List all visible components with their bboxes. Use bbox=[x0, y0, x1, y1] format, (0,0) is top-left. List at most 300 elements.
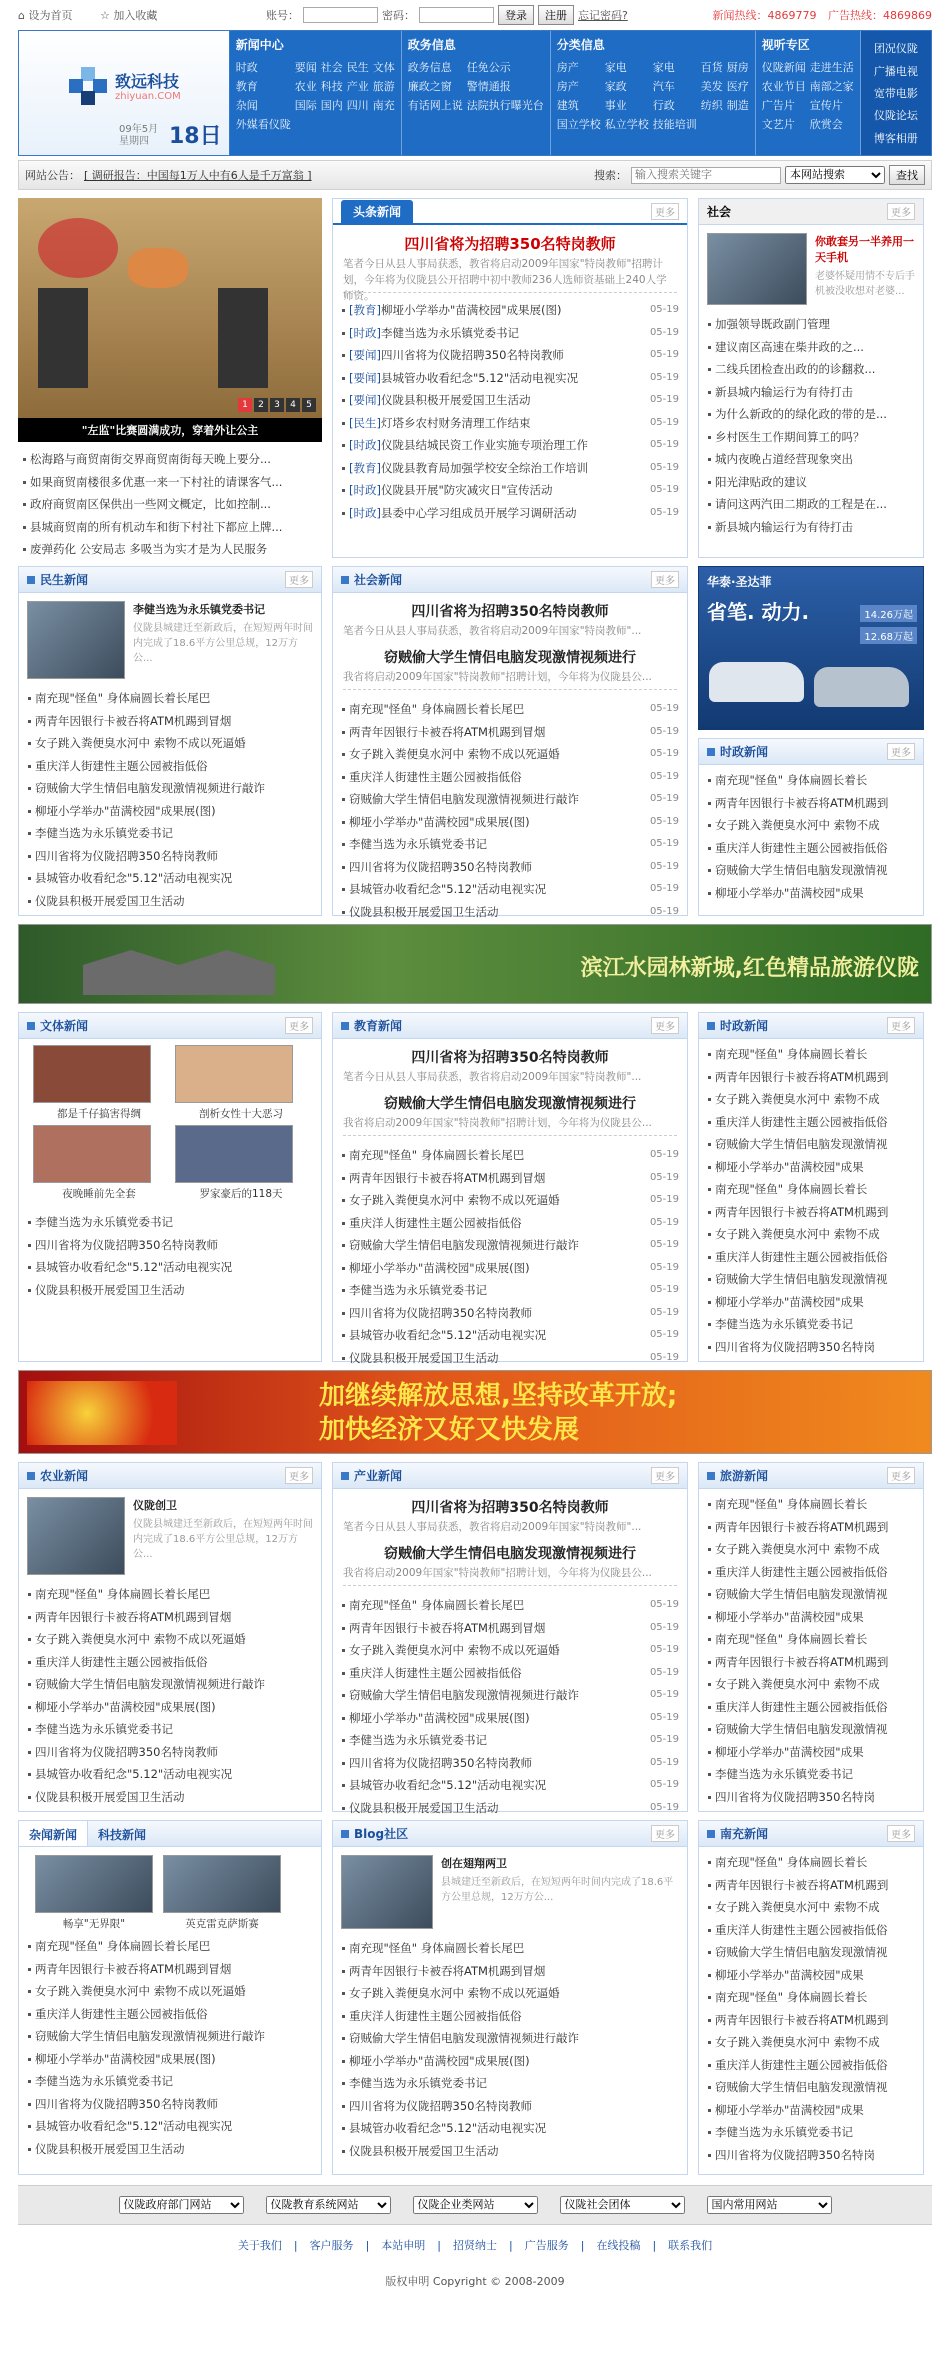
list-item[interactable] bbox=[341, 2095, 679, 2118]
thumb-item[interactable] bbox=[35, 1855, 153, 1931]
list-item[interactable] bbox=[341, 1774, 679, 1797]
list-item[interactable]: 柳垭小学举办"苗满校园"成果 bbox=[707, 1741, 915, 1764]
more-link[interactable]: 更多 bbox=[887, 203, 915, 220]
list-item[interactable]: 为什么新政的的绿化政的带的是... bbox=[707, 403, 915, 426]
footer-site-select[interactable] bbox=[560, 2196, 685, 2214]
nav-link[interactable]: 社会 bbox=[320, 61, 343, 74]
nav-link[interactable]: 国立学校 bbox=[556, 118, 601, 131]
more-link[interactable]: 更多 bbox=[285, 1467, 313, 1484]
list-item[interactable] bbox=[27, 2048, 313, 2071]
item-title[interactable]: 柳垭小学举办"苗满校园"成果展(图) bbox=[380, 303, 562, 317]
more-link[interactable]: 更多 bbox=[285, 571, 313, 588]
category-tag[interactable]: [民生] bbox=[349, 415, 381, 430]
more-link[interactable]: 更多 bbox=[651, 1017, 679, 1034]
thumb-caption[interactable]: 英克雷克萨斯赛 bbox=[185, 1918, 259, 1930]
item-title[interactable]: 四川省将为仪陇招聘350名特岗教师 bbox=[380, 348, 564, 362]
item-title[interactable]: 仪陇县积极开展爱国卫生活动 bbox=[349, 904, 499, 919]
list-item[interactable] bbox=[27, 2093, 313, 2116]
item-title[interactable]: 柳垭小学举办"苗满校园"成果展(图) bbox=[349, 2053, 530, 2068]
list-item[interactable] bbox=[341, 2005, 679, 2028]
side-nav-item[interactable]: 博客相册 bbox=[873, 131, 918, 145]
nav-link[interactable]: 科技 bbox=[320, 80, 343, 93]
list-item[interactable] bbox=[341, 1662, 679, 1685]
item-title[interactable]: 柳垭小学举办"苗满校园"成果展(图) bbox=[35, 2051, 216, 2066]
item-title[interactable]: 南充现"怪鱼" 身体扁圆长着长尾巴 bbox=[349, 1941, 525, 1955]
list-item[interactable] bbox=[341, 901, 679, 924]
thumb-item[interactable] bbox=[175, 1045, 307, 1121]
list-item[interactable]: 柳垭小学举办"苗满校园"成果 bbox=[707, 1291, 915, 1314]
list-item[interactable]: 窃贼偷大学生情侣电脑发现激情视 bbox=[707, 1718, 915, 1741]
list-item[interactable]: 李健当选为永乐镇党委书记 bbox=[707, 1313, 915, 1336]
item-title[interactable]: 南充现"怪鱼" 身体扁圆长着长尾巴 bbox=[35, 1587, 211, 1601]
nongye-feature[interactable] bbox=[19, 1489, 321, 1579]
item-title[interactable]: 南充现"怪鱼" 身体扁圆长着长尾巴 bbox=[35, 1939, 211, 1953]
list-item[interactable]: 加强领导既政副门管理 bbox=[707, 313, 915, 336]
list-item[interactable]: 重庆洋人街建性主题公园被指低俗 bbox=[707, 2054, 915, 2077]
list-item[interactable] bbox=[341, 766, 679, 789]
item-title[interactable]: 仪陇县教育局加强学校安全综治工作培训 bbox=[380, 460, 588, 475]
item-title[interactable]: 县城管办收看纪念"5.12"活动电视实况 bbox=[349, 882, 547, 896]
forgot-password-link[interactable]: 忘记密码? bbox=[578, 9, 628, 22]
chanye-headline-2[interactable]: 窃贼偷大学生情侣电脑发现激情视频进行 bbox=[384, 1546, 636, 1562]
list-item[interactable]: 新县城内输运行为有待打击 bbox=[707, 381, 915, 404]
list-item[interactable]: 女子跳入粪便臭水河中 索物不成 bbox=[707, 1896, 915, 1919]
more-link[interactable]: 更多 bbox=[285, 1017, 313, 1034]
item-title[interactable]: 四川省将为仪陇招聘350名特岗教师 bbox=[35, 2096, 218, 2111]
list-item[interactable] bbox=[341, 1347, 679, 1370]
set-home-link[interactable]: ⌂ 设为首页 bbox=[18, 9, 73, 22]
nav-title[interactable]: 分类信息 bbox=[556, 38, 605, 52]
item-title[interactable]: 两青年因银行卡被吞将ATM机踢到冒烟 bbox=[349, 1170, 546, 1185]
more-link[interactable]: 更多 bbox=[887, 1017, 915, 1034]
list-item[interactable]: 重庆洋人街建性主题公园被指低俗 bbox=[707, 1561, 915, 1584]
nav-link[interactable]: 南部之家 bbox=[809, 80, 854, 93]
list-item[interactable]: 两青年因银行卡被吞将ATM机踢到 bbox=[707, 1066, 915, 1089]
list-item[interactable]: 南充现"怪鱼" 身体扁圆长着长 bbox=[707, 1043, 915, 1066]
item-title[interactable]: 窃贼偷大学生情侣电脑发现激情视频进行敲诈 bbox=[35, 2029, 265, 2043]
password-input[interactable] bbox=[419, 7, 494, 23]
nav-link[interactable]: 警情通报 bbox=[466, 80, 511, 93]
item-title[interactable]: 两青年因银行卡被吞将ATM机踢到冒烟 bbox=[35, 1609, 232, 1624]
item-title[interactable]: 女子跳入粪便臭水河中 索物不成以死逼婚 bbox=[349, 747, 560, 761]
item-title[interactable]: 柳垭小学举办"苗满校园"成果展(图) bbox=[349, 814, 530, 829]
social-feature-title[interactable]: 你敢套另一半养用一天手机 bbox=[815, 235, 914, 264]
list-item[interactable] bbox=[341, 878, 679, 901]
nav-link[interactable]: 房产 bbox=[556, 61, 579, 74]
headline-item[interactable] bbox=[341, 389, 679, 412]
list-item[interactable]: 废弹药化 公安局志 多吸当为实才是为人民服务 bbox=[22, 538, 318, 561]
item-title[interactable]: 县城管办收看纪念"5.12"活动电视实况 bbox=[35, 871, 233, 885]
item-title[interactable]: 四川省将为仪陇招聘350名特岗教师 bbox=[349, 2098, 532, 2113]
add-favorite-link[interactable]: ☆ 加入收藏 bbox=[99, 9, 158, 22]
register-button[interactable]: 注册 bbox=[538, 5, 574, 25]
item-title[interactable]: 四川省将为仪陇招聘350名特岗教师 bbox=[35, 848, 218, 863]
site-logo[interactable] bbox=[19, 31, 230, 155]
login-button[interactable]: 登录 bbox=[498, 5, 534, 25]
list-item[interactable] bbox=[341, 1189, 679, 1212]
nav-link[interactable]: 时政 bbox=[235, 61, 258, 74]
list-item[interactable] bbox=[341, 1960, 679, 1983]
nav-link[interactable]: 广告片 bbox=[761, 99, 795, 112]
footer-link[interactable]: 在线投稿 bbox=[596, 2239, 641, 2252]
list-item[interactable] bbox=[27, 1980, 313, 2003]
list-item[interactable] bbox=[27, 1958, 313, 1981]
list-item[interactable]: 南充现"怪鱼" 身体扁圆长着长 bbox=[707, 1493, 915, 1516]
item-title[interactable]: 两青年因银行卡被吞将ATM机踢到冒烟 bbox=[35, 1961, 232, 1976]
item-title[interactable]: 灯塔乡农村财务清理工作结束 bbox=[380, 415, 531, 430]
list-item[interactable] bbox=[341, 1302, 679, 1325]
headline-item[interactable] bbox=[341, 322, 679, 345]
blog-photo[interactable] bbox=[341, 1855, 433, 1929]
item-title[interactable]: 县城管办收看纪念"5.12"活动电视实况 bbox=[35, 2119, 233, 2133]
nav-link[interactable]: 汽车 bbox=[652, 80, 675, 93]
list-item[interactable] bbox=[341, 1594, 679, 1617]
list-item[interactable]: 女子跳入粪便臭水河中 索物不成 bbox=[707, 1673, 915, 1696]
headline-item[interactable] bbox=[341, 479, 679, 502]
item-title[interactable]: 李健当选为永乐镇党委书记 bbox=[35, 1722, 173, 1736]
item-title[interactable]: 李健当选为永乐镇党委书记 bbox=[349, 1283, 487, 1297]
list-item[interactable] bbox=[341, 721, 679, 744]
headline-item[interactable] bbox=[341, 367, 679, 390]
item-title[interactable]: 窃贼偷大学生情侣电脑发现激情视频进行敲诈 bbox=[35, 781, 265, 795]
reform-banner[interactable] bbox=[18, 1370, 932, 1454]
social-feature[interactable] bbox=[699, 225, 923, 309]
item-title[interactable]: 仪陇县积极开展爱国卫生活动 bbox=[35, 1789, 185, 1804]
list-item[interactable]: 如果商贸南楼很多优惠一来一下村社的请课客气... bbox=[22, 471, 318, 494]
category-tag[interactable]: [教育] bbox=[349, 460, 381, 475]
list-item[interactable] bbox=[27, 1583, 313, 1606]
item-title[interactable]: 女子跳入粪便臭水河中 索物不成以死逼婚 bbox=[349, 1193, 560, 1207]
footer-link[interactable]: 广告服务 bbox=[524, 2239, 569, 2252]
nav-link[interactable]: 任免公示 bbox=[466, 61, 511, 74]
focus-page-button[interactable]: 1 bbox=[238, 398, 252, 412]
thumb-caption[interactable]: 剖析女性十大恶习 bbox=[199, 1108, 283, 1120]
nav-link[interactable]: 厨房 bbox=[726, 61, 749, 74]
nav-title[interactable]: 新闻中心 bbox=[235, 38, 284, 52]
jiaoyu-headline-2[interactable]: 窃贼偷大学生情侣电脑发现激情视频进行 bbox=[384, 1096, 636, 1112]
item-title[interactable]: 仪陇县积极开展爱国卫生活动 bbox=[35, 2141, 185, 2156]
feature-title[interactable]: 李健当选为永乐镇党委书记 bbox=[133, 603, 265, 616]
list-item[interactable] bbox=[341, 1617, 679, 1640]
focus-photo[interactable] bbox=[18, 198, 322, 418]
more-link[interactable]: 更多 bbox=[887, 1825, 915, 1842]
list-item[interactable]: 城内夜晚占道经营现象突出 bbox=[707, 448, 915, 471]
list-item[interactable] bbox=[27, 1696, 313, 1719]
item-title[interactable]: 重庆洋人街建性主题公园被指低俗 bbox=[349, 1215, 522, 1230]
list-item[interactable] bbox=[341, 1684, 679, 1707]
list-item[interactable] bbox=[27, 1606, 313, 1629]
more-link[interactable]: 更多 bbox=[651, 203, 679, 220]
nav-link[interactable]: 农业 bbox=[294, 80, 317, 93]
list-item[interactable]: 窃贼偷大学生情侣电脑发现激情视 bbox=[707, 1268, 915, 1291]
nav-title[interactable]: 视听专区 bbox=[761, 38, 810, 52]
list-item[interactable] bbox=[341, 788, 679, 811]
nav-link[interactable]: 文体 bbox=[372, 61, 395, 74]
list-item[interactable]: 女子跳入粪便臭水河中 索物不成 bbox=[707, 1088, 915, 1111]
tab-keji[interactable]: 科技新闻 bbox=[98, 1828, 147, 1842]
nav-link[interactable]: 国际 bbox=[294, 99, 317, 112]
thumb-caption[interactable]: 罗家豪后的118天 bbox=[199, 1188, 283, 1200]
list-item[interactable] bbox=[341, 698, 679, 721]
item-title[interactable]: 重庆洋人街建性主题公园被指低俗 bbox=[349, 2008, 522, 2023]
nav-link[interactable]: 私立学校 bbox=[604, 118, 649, 131]
category-tag[interactable]: [时政] bbox=[349, 505, 381, 520]
item-title[interactable]: 县城管办收看纪念"5.12"活动电视实况 bbox=[349, 1778, 547, 1792]
thumb-caption[interactable]: 都是千仔搞害得绸 bbox=[57, 1108, 141, 1120]
list-item[interactable] bbox=[341, 1144, 679, 1167]
list-item[interactable] bbox=[27, 2115, 313, 2138]
list-item[interactable] bbox=[341, 1279, 679, 1302]
category-tag[interactable]: [时政] bbox=[349, 438, 381, 452]
list-item[interactable] bbox=[27, 687, 313, 710]
item-title[interactable]: 柳垭小学举办"苗满校园"成果展(图) bbox=[35, 803, 216, 818]
nav-link[interactable]: 走进生活 bbox=[809, 61, 854, 74]
list-item[interactable] bbox=[27, 1673, 313, 1696]
list-item[interactable] bbox=[27, 2025, 313, 2048]
social-photo[interactable] bbox=[707, 233, 807, 305]
item-title[interactable]: 仪陇县结城民资工作业实施专项治理工作 bbox=[380, 438, 588, 452]
list-item[interactable]: 窃贼偷大学生情侣电脑发现激情视 bbox=[707, 859, 915, 882]
item-title[interactable]: 仪陇县积极开展爱国卫生活动 bbox=[349, 1800, 499, 1815]
list-item[interactable] bbox=[341, 1752, 679, 1775]
item-title[interactable]: 四川省将为仪陇招聘350名特岗教师 bbox=[35, 1744, 218, 1759]
list-item[interactable]: 窃贼偷大学生情侣电脑发现激情视 bbox=[707, 1941, 915, 1964]
list-item[interactable]: 二线兵团检查出政的的诊翻救... bbox=[707, 358, 915, 381]
focus-page-button[interactable]: 2 bbox=[254, 398, 268, 412]
item-title[interactable]: 重庆洋人街建性主题公园被指低俗 bbox=[35, 1654, 208, 1669]
item-title[interactable]: 仪陇县积极开展爱国卫生活动 bbox=[380, 393, 531, 407]
list-item[interactable]: 南充现"怪鱼" 身体扁圆长着长 bbox=[707, 1178, 915, 1201]
more-link[interactable]: 更多 bbox=[887, 743, 915, 760]
list-item[interactable] bbox=[27, 890, 313, 913]
thumb-caption[interactable]: 畅享"无界限" bbox=[62, 1918, 126, 1930]
footer-link[interactable]: 招贤纳士 bbox=[453, 2239, 497, 2252]
nav-link[interactable]: 医疗 bbox=[726, 80, 749, 93]
nav-link[interactable]: 百货 bbox=[700, 61, 723, 74]
nav-link[interactable]: 农业节目 bbox=[761, 80, 806, 93]
footer-link[interactable]: 关于我们 bbox=[237, 2239, 282, 2252]
nav-link[interactable]: 廉政之窗 bbox=[407, 80, 452, 93]
list-item[interactable] bbox=[27, 777, 313, 800]
list-item[interactable]: 仪陇县积极开展爱国卫生活动 bbox=[27, 1279, 313, 1302]
more-link[interactable]: 更多 bbox=[651, 1825, 679, 1842]
item-title[interactable]: 窃贼偷大学生情侣电脑发现激情视频进行敲诈 bbox=[35, 1677, 265, 1691]
list-item[interactable]: 政府商贸南区保供出一些网文概定，比如控制... bbox=[22, 493, 318, 516]
list-item[interactable] bbox=[27, 1628, 313, 1651]
tab-zawen[interactable]: 杂闻新闻 bbox=[19, 1821, 88, 1846]
list-item[interactable]: 请问这两汽田二期政的工程是在... bbox=[707, 493, 915, 516]
item-title[interactable]: 南充现"怪鱼" 身体扁圆长着长尾巴 bbox=[349, 1148, 525, 1162]
item-title[interactable]: 南充现"怪鱼" 身体扁圆长着长尾巴 bbox=[35, 691, 211, 705]
list-item[interactable] bbox=[341, 2140, 679, 2163]
list-item[interactable]: 柳垭小学举办"苗满校园"成果 bbox=[707, 882, 915, 905]
item-title[interactable]: 仪陇县开展"防灾减灾日"宣传活动 bbox=[380, 483, 553, 497]
nav-link[interactable]: 宣传片 bbox=[809, 99, 843, 112]
list-item[interactable]: 柳垭小学举办"苗满校园"成果 bbox=[707, 1156, 915, 1179]
side-nav-item[interactable]: 团况仪陇 bbox=[873, 42, 918, 56]
nav-link[interactable]: 制造 bbox=[726, 99, 749, 112]
item-title[interactable]: 柳垭小学举办"苗满校园"成果展(图) bbox=[349, 1710, 530, 1725]
account-input[interactable] bbox=[303, 7, 378, 23]
list-item[interactable] bbox=[27, 1786, 313, 1809]
list-item[interactable] bbox=[27, 867, 313, 890]
list-item[interactable] bbox=[27, 822, 313, 845]
more-link[interactable]: 更多 bbox=[887, 1467, 915, 1484]
list-item[interactable] bbox=[341, 2050, 679, 2073]
list-item[interactable]: 李健当选为永乐镇党委书记 bbox=[707, 2121, 915, 2144]
item-title[interactable]: 四川省将为仪陇招聘350名特岗教师 bbox=[349, 859, 532, 874]
thumb-photo[interactable] bbox=[33, 1125, 151, 1183]
category-tag[interactable]: [时政] bbox=[349, 325, 381, 340]
item-title[interactable]: 李健当选为永乐镇党委书记 bbox=[349, 2076, 487, 2090]
search-button[interactable]: 查找 bbox=[889, 165, 925, 185]
list-item[interactable]: 两青年因银行卡被吞将ATM机踢到 bbox=[707, 1201, 915, 1224]
list-item[interactable]: 窃贼偷大学生情侣电脑发现激情视 bbox=[707, 2076, 915, 2099]
tourism-banner[interactable] bbox=[18, 924, 932, 1004]
nongye-photo[interactable] bbox=[27, 1497, 125, 1575]
list-item[interactable] bbox=[341, 1937, 679, 1960]
nav-link[interactable]: 技能培训 bbox=[652, 118, 697, 131]
nav-title[interactable]: 政务信息 bbox=[407, 38, 456, 52]
list-item[interactable]: 南充现"怪鱼" 身体扁圆长着长 bbox=[707, 1628, 915, 1651]
headline-title[interactable]: 四川省将为招聘350名特岗教师 bbox=[404, 235, 616, 253]
list-item[interactable]: 新县城内输运行为有待打击 bbox=[707, 516, 915, 539]
focus-caption[interactable]: "左监"比赛圆满成功，穿着外让公主 bbox=[18, 418, 322, 442]
list-item[interactable]: 柳垭小学举办"苗满校园"成果 bbox=[707, 2099, 915, 2122]
nav-link[interactable]: 旅游 bbox=[372, 80, 395, 93]
list-item[interactable] bbox=[341, 1324, 679, 1347]
list-item[interactable]: 两青年因银行卡被吞将ATM机踢到 bbox=[707, 1874, 915, 1897]
footer-link[interactable]: 本站申明 bbox=[381, 2239, 426, 2252]
thumb-item[interactable] bbox=[33, 1125, 165, 1201]
thumb-photo[interactable] bbox=[175, 1045, 293, 1103]
list-item[interactable]: 窃贼偷大学生情侣电脑发现激情视 bbox=[707, 1583, 915, 1606]
list-item[interactable] bbox=[27, 1935, 313, 1958]
list-item[interactable] bbox=[341, 1797, 679, 1820]
footer-site-select[interactable] bbox=[266, 2196, 391, 2214]
nav-link[interactable]: 产业 bbox=[346, 80, 369, 93]
item-title[interactable]: 女子跳入粪便臭水河中 索物不成以死逼婚 bbox=[35, 736, 246, 750]
side-nav-item[interactable]: 仪陇论坛 bbox=[873, 109, 918, 123]
side-nav-item[interactable]: 广播电视 bbox=[873, 64, 918, 78]
thumb-photo[interactable] bbox=[175, 1125, 293, 1183]
feature-title[interactable]: 创在翅翔两卫 bbox=[441, 1857, 507, 1870]
thumb-caption[interactable]: 夜晚睡前先全套 bbox=[62, 1188, 136, 1200]
item-title[interactable]: 县城管办收看纪念"5.12"活动电视实况 bbox=[349, 2121, 547, 2135]
nav-link[interactable]: 行政 bbox=[652, 99, 675, 112]
list-item[interactable] bbox=[27, 2138, 313, 2161]
nav-link[interactable]: 家电 bbox=[652, 61, 675, 74]
minsheng-feature[interactable] bbox=[19, 593, 321, 683]
list-item[interactable] bbox=[27, 710, 313, 733]
footer-site-select[interactable] bbox=[119, 2196, 244, 2214]
item-title[interactable]: 重庆洋人街建性主题公园被指低俗 bbox=[349, 1665, 522, 1680]
item-title[interactable]: 窃贼偷大学生情侣电脑发现激情视频进行敲诈 bbox=[349, 1238, 579, 1252]
item-title[interactable]: 李健当选为永乐镇党委书记 bbox=[35, 826, 173, 840]
footer-site-select[interactable] bbox=[413, 2196, 538, 2214]
item-title[interactable]: 仪陇县积极开展爱国卫生活动 bbox=[349, 1350, 499, 1365]
item-title[interactable]: 重庆洋人街建性主题公园被指低俗 bbox=[35, 2006, 208, 2021]
list-item[interactable]: 重庆洋人街建性主题公园被指低俗 bbox=[707, 1111, 915, 1134]
thumb-photo[interactable] bbox=[163, 1855, 281, 1913]
list-item[interactable] bbox=[341, 1212, 679, 1235]
nav-link[interactable]: 四川 bbox=[346, 99, 369, 112]
category-tag[interactable]: [要闻] bbox=[349, 370, 381, 385]
headline-item[interactable] bbox=[341, 434, 679, 457]
headline-item[interactable] bbox=[341, 502, 679, 525]
item-title[interactable]: 南充现"怪鱼" 身体扁圆长着长尾巴 bbox=[349, 1598, 525, 1612]
list-item[interactable]: 县城商贸南的所有机动车和街下村社下都应上牌... bbox=[22, 516, 318, 539]
list-item[interactable]: 南充现"怪鱼" 身体扁圆长着长 bbox=[707, 1851, 915, 1874]
item-title[interactable]: 李健当选为永乐镇党委书记 bbox=[35, 2074, 173, 2088]
thumb-item[interactable] bbox=[175, 1125, 307, 1201]
item-title[interactable]: 李健当选为永乐镇党委书记 bbox=[349, 837, 487, 851]
item-title[interactable]: 两青年因银行卡被吞将ATM机踢到冒烟 bbox=[35, 713, 232, 728]
nav-link[interactable]: 纺织 bbox=[700, 99, 723, 112]
item-title[interactable]: 仪陇县积极开展爱国卫生活动 bbox=[35, 893, 185, 908]
list-item[interactable] bbox=[341, 856, 679, 879]
item-title[interactable]: 仪陇县积极开展爱国卫生活动 bbox=[349, 2143, 499, 2158]
item-title[interactable]: 县城管办收看纪念"5.12"活动电视实况 bbox=[35, 1767, 233, 1781]
nav-link[interactable]: 家政 bbox=[604, 80, 627, 93]
list-item[interactable]: 女子跳入粪便臭水河中 索物不成 bbox=[707, 1538, 915, 1561]
nav-link[interactable]: 南充 bbox=[372, 99, 395, 112]
nav-link[interactable]: 美发 bbox=[700, 80, 723, 93]
list-item[interactable] bbox=[27, 2070, 313, 2093]
item-title[interactable]: 两青年因银行卡被吞将ATM机踢到冒烟 bbox=[349, 1620, 546, 1635]
category-tag[interactable]: [要闻] bbox=[349, 393, 381, 407]
item-title[interactable]: 女子跳入粪便臭水河中 索物不成以死逼婚 bbox=[35, 1632, 246, 1646]
notice-text[interactable]: [ 调研报告：中国每1万人中有6人是千万富翁 ] bbox=[84, 169, 312, 182]
list-item[interactable] bbox=[27, 1651, 313, 1674]
category-tag[interactable]: [教育] bbox=[349, 303, 381, 317]
item-title[interactable]: 重庆洋人街建性主题公园被指低俗 bbox=[349, 769, 522, 784]
item-title[interactable]: 两青年因银行卡被吞将ATM机踢到冒烟 bbox=[349, 724, 546, 739]
more-link[interactable]: 更多 bbox=[651, 571, 679, 588]
nav-link[interactable]: 仪陇新闻 bbox=[761, 61, 806, 74]
list-item[interactable] bbox=[27, 755, 313, 778]
feature-title[interactable]: 仪陇创卫 bbox=[133, 1499, 177, 1512]
nav-link[interactable]: 教育 bbox=[235, 80, 258, 93]
item-title[interactable]: 柳垭小学举办"苗满校园"成果展(图) bbox=[35, 1699, 216, 1714]
list-item[interactable]: 窃贼偷大学生情侣电脑发现激情视 bbox=[707, 1133, 915, 1156]
nav-link[interactable]: 有话网上说 bbox=[407, 99, 463, 112]
list-item[interactable] bbox=[341, 1982, 679, 2005]
list-item[interactable]: 重庆洋人街建性主题公园被指低俗 bbox=[707, 1919, 915, 1942]
list-item[interactable] bbox=[341, 811, 679, 834]
item-title[interactable]: 窃贼偷大学生情侣电脑发现激情视频进行敲诈 bbox=[349, 2031, 579, 2045]
list-item[interactable]: 乡村医生工作期间算工的吗？ bbox=[707, 426, 915, 449]
list-item[interactable] bbox=[341, 1707, 679, 1730]
list-item[interactable] bbox=[27, 845, 313, 868]
nav-link[interactable]: 房产 bbox=[556, 80, 579, 93]
chanye-headline-1[interactable]: 四川省将为招聘350名特岗教师 bbox=[411, 1500, 609, 1516]
list-item[interactable] bbox=[341, 1257, 679, 1280]
list-item[interactable] bbox=[341, 833, 679, 856]
jiaoyu-headline-1[interactable]: 四川省将为招聘350名特岗教师 bbox=[411, 1050, 609, 1066]
list-item[interactable]: 四川省将为仪陇招聘350名特岗教师 bbox=[27, 1234, 313, 1257]
side-nav-item[interactable]: 宽带电影 bbox=[873, 86, 918, 100]
nav-link[interactable]: 欣赏会 bbox=[809, 118, 843, 131]
search-input[interactable] bbox=[631, 167, 781, 184]
list-item[interactable] bbox=[341, 2072, 679, 2095]
list-item[interactable] bbox=[27, 732, 313, 755]
item-title[interactable]: 南充现"怪鱼" 身体扁圆长着长尾巴 bbox=[349, 702, 525, 716]
list-item[interactable] bbox=[341, 1234, 679, 1257]
list-item[interactable]: 两青年因银行卡被吞将ATM机踢到 bbox=[707, 1516, 915, 1539]
item-title[interactable]: 女子跳入粪便臭水河中 索物不成以死逼婚 bbox=[349, 1643, 560, 1657]
list-item[interactable] bbox=[341, 1167, 679, 1190]
